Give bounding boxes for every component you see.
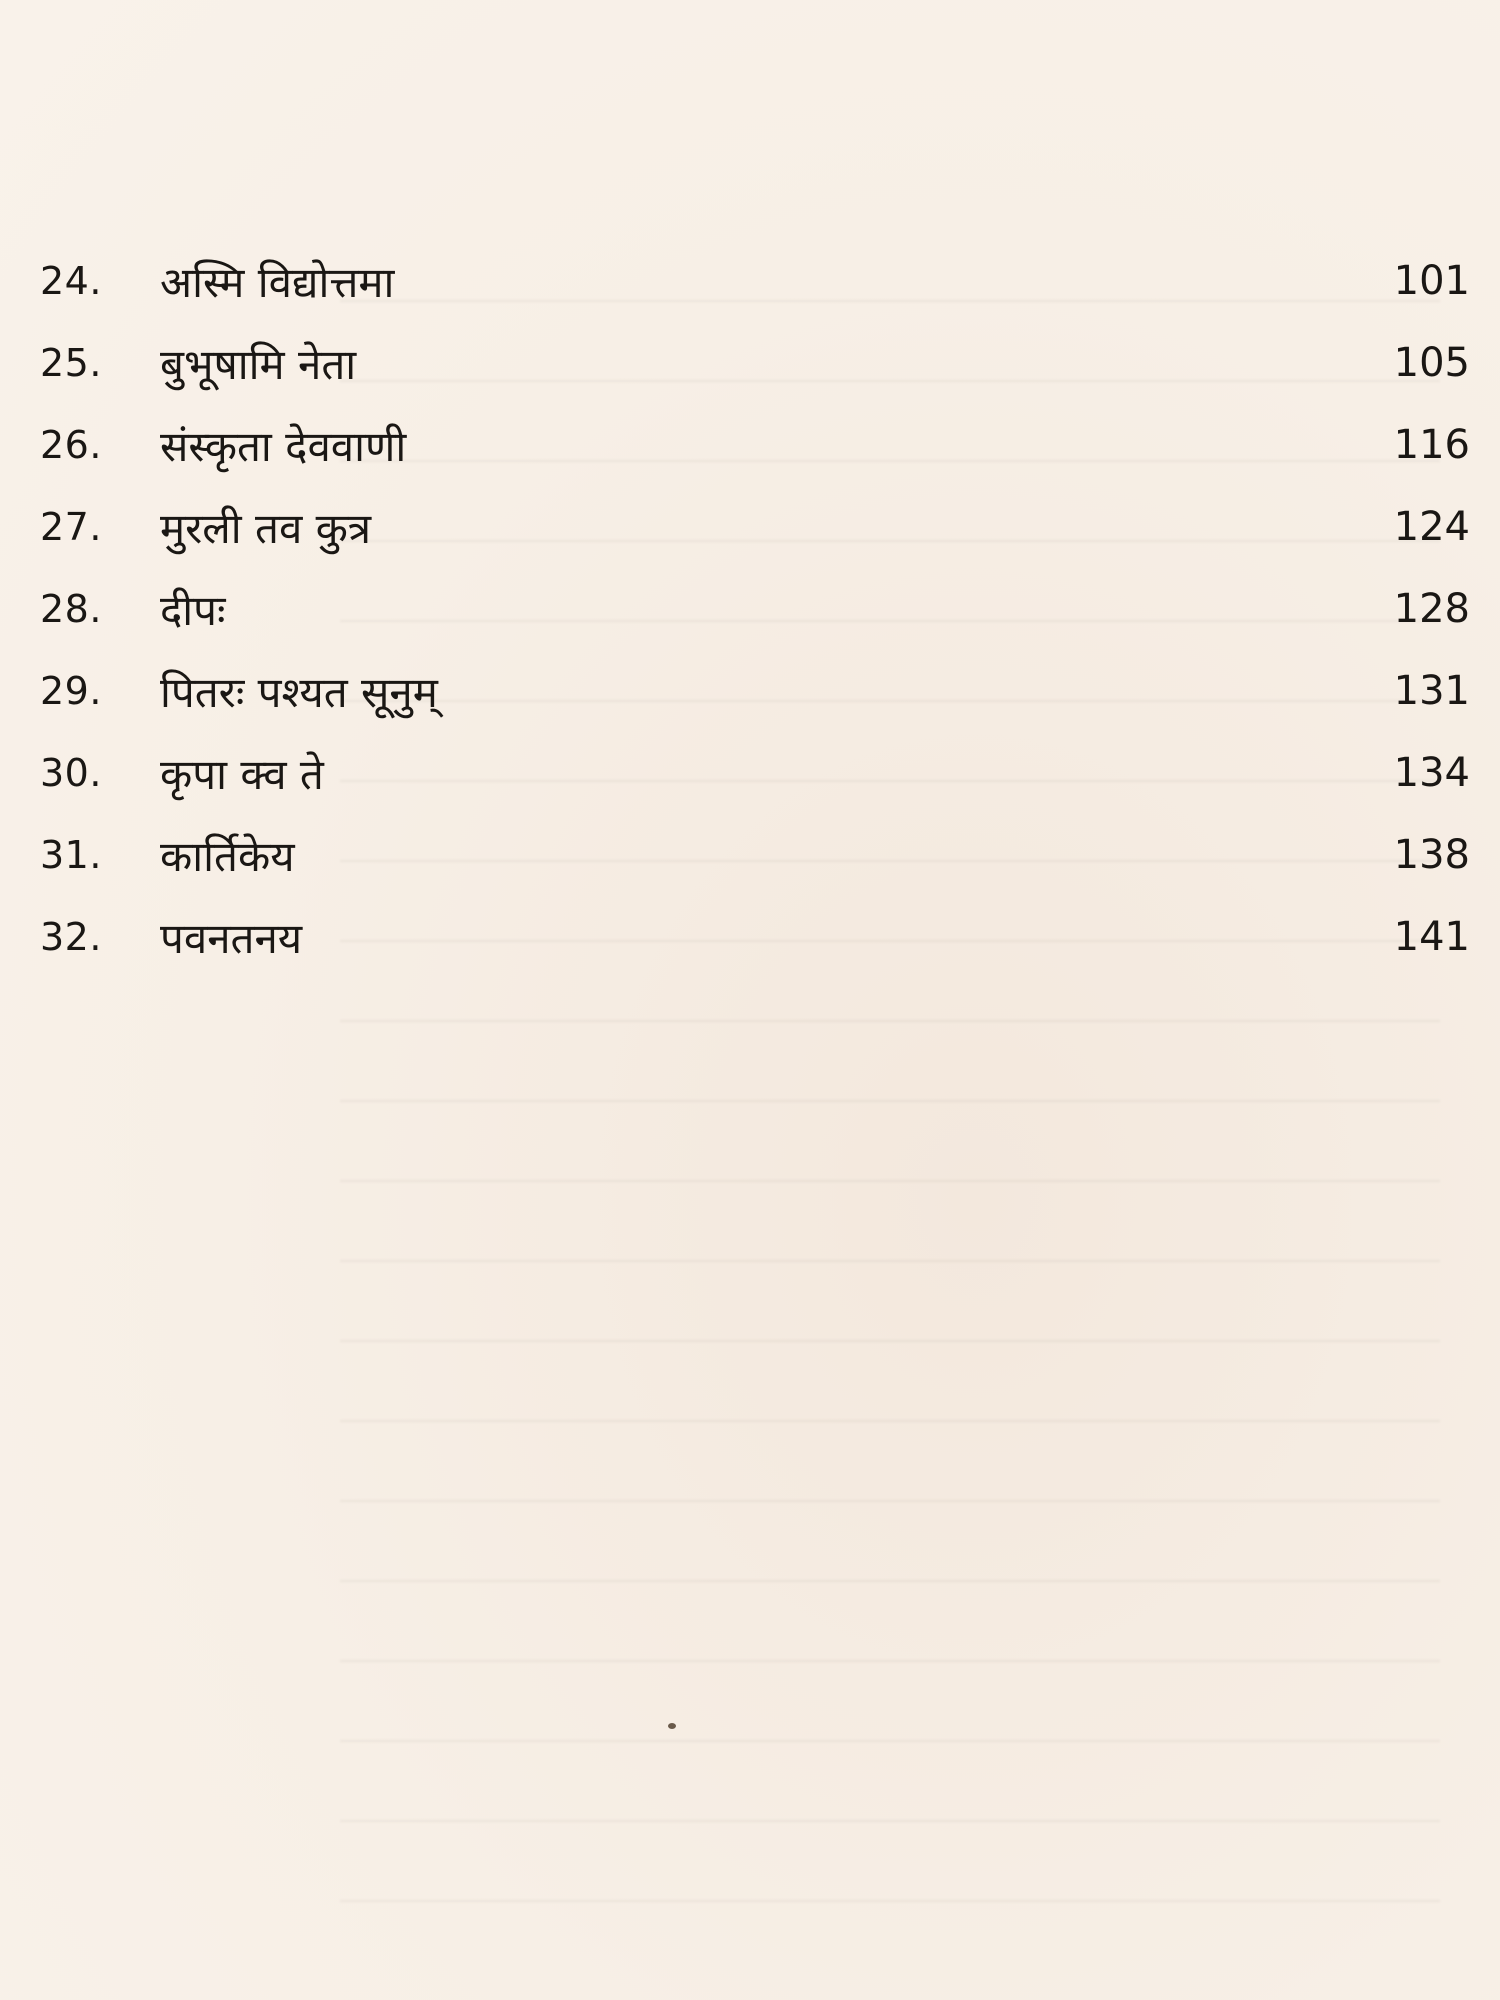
toc-entry-page: 134: [1393, 750, 1470, 796]
toc-entry-title: मुरली तव कुत्र: [160, 503, 372, 553]
toc-entry-page: 131: [1393, 668, 1470, 714]
toc-entry-number: 31.: [40, 833, 102, 877]
toc-entry-title: बुभूषामि नेता: [160, 339, 357, 389]
toc-entry: [40, 404, 1470, 486]
toc-entry-page: 128: [1393, 586, 1470, 632]
toc-entry-page: 138: [1393, 832, 1470, 878]
toc-entry-title: कार्तिकेय: [160, 831, 295, 881]
toc-entry-number: 24.: [40, 259, 102, 303]
toc-entry-title: संस्कृता देववाणी: [160, 421, 407, 471]
toc-entry-page: 116: [1393, 422, 1470, 468]
toc-entry: [40, 486, 1470, 568]
toc-entry: [40, 650, 1470, 732]
toc-entry-page: 101: [1393, 258, 1470, 304]
toc-entry: [40, 896, 1470, 978]
table-of-contents: [40, 240, 1470, 978]
toc-entry-title: अस्मि विद्योत्तमा: [160, 257, 395, 307]
paper-speck: [668, 1723, 676, 1729]
toc-entry-number: 25.: [40, 341, 102, 385]
toc-entry-number: 28.: [40, 587, 102, 631]
toc-entry: [40, 814, 1470, 896]
toc-entry-number: 30.: [40, 751, 102, 795]
toc-entry-number: 26.: [40, 423, 102, 467]
toc-entry-title: पवनतनय: [160, 913, 303, 963]
toc-entry: [40, 568, 1470, 650]
toc-entry-title: पितरः पश्यत सूनुम्: [160, 667, 438, 717]
toc-entry-page: 141: [1393, 914, 1470, 960]
toc-entry-number: 29.: [40, 669, 102, 713]
toc-entry-title: कृपा क्व ते: [160, 749, 324, 799]
toc-entry-number: 27.: [40, 505, 102, 549]
toc-entry: [40, 732, 1470, 814]
toc-entry-title: दीपः: [160, 585, 226, 635]
toc-entry: [40, 322, 1470, 404]
toc-entry-number: 32.: [40, 915, 102, 959]
toc-entry-page: 124: [1393, 504, 1470, 550]
toc-entry-page: 105: [1393, 340, 1470, 386]
toc-entry: [40, 240, 1470, 322]
